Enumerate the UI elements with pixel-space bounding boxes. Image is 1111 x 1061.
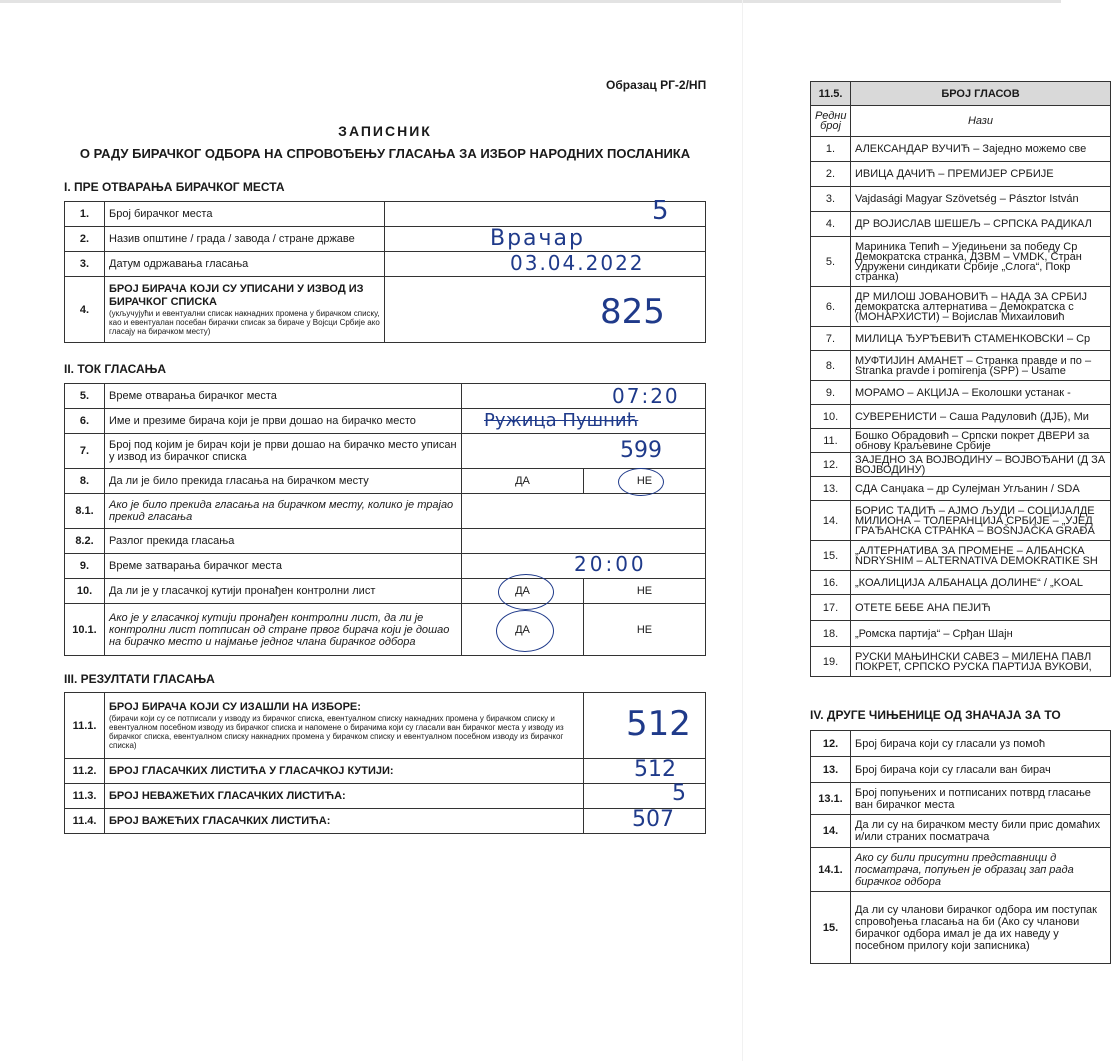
list-name: Мариника Тепић – Уједињени за победу Ср Демократска странка, ДЗВМ – VMDK, Стран Удружени синдикати Србије „Слога“, Покр странка) [851,237,1111,287]
section-4-heading: IV. ДРУГЕ ЧИЊЕНИЦЕ ОД ЗНАЧАЈА ЗА ТО [810,708,1061,722]
row-label: Време отварања бирачког места [105,384,462,409]
row-label: Ако је у гласачкој кутији пронађен контролни лист, да ли је контролни лист потписан од стране првог бирача који је дошао на бирачко место и најмање једног члана бирачког одбора [105,604,462,656]
list-number: 17. [811,595,851,621]
list-number: 4. [811,212,851,237]
list-number: 18. [811,621,851,647]
handwritten-registered-voters: 825 [600,292,665,332]
row-label: БРОЈ БИРАЧА КОЈИ СУ УПИСАНИ У ИЗВОД ИЗ БИРАЧКОГ СПИСКА [109,283,364,308]
table-row [811,477,1111,501]
table-row [811,731,1111,757]
table-row [811,327,1111,351]
circle-mark-yes [496,610,554,652]
list-name: МИЛИЦА ЂУРЂЕВИЋ СТАМЕНКОВСКИ – Ср [851,327,1111,351]
facts-table [810,730,1111,964]
table-row [811,287,1111,327]
row-number: 13. [811,757,851,783]
value-cell[interactable] [462,434,706,469]
row-number: 8. [65,469,105,494]
document-subtitle: О РАДУ БИРАЧКОГ ОДБОРА НА СПРОВОЂЕЊУ ГЛАСАЊА ЗА ИЗБОР НАРОДНИХ ПОСЛАНИКА [79,146,691,161]
table-row [65,759,706,784]
table-subheader-row [811,106,1111,137]
table-row [811,162,1111,187]
table-row [811,429,1111,453]
value-cell[interactable] [584,784,706,809]
row-number: 11.1. [65,693,105,759]
handwritten-municipality: Врачар [490,226,585,251]
value-cell[interactable] [462,529,706,554]
list-number: 8. [811,351,851,381]
row-label: БРОЈ БИРАЧА КОЈИ СУ ИЗАШЛИ НА ИЗБОРЕ: [109,701,361,713]
row-number: 1. [65,202,105,227]
results-by-list-table [810,81,1111,677]
row-label: Време затварања бирачког места [105,554,462,579]
table-row [811,453,1111,477]
list-number: 5. [811,237,851,287]
list-name: Vajdasági Magyar Szövetség – Pásztor István [851,187,1111,212]
table-row [65,579,706,604]
list-number: 16. [811,571,851,595]
table-row [811,783,1111,815]
row-label: БРОЈ ГЛАСАЧКИХ ЛИСТИЋА У ГЛАСАЧКОЈ КУТИЈИ: [105,759,584,784]
table-row [811,541,1111,571]
table-row [65,494,706,529]
row-label: Датум одржавања гласања [105,252,385,277]
row-number: 10. [65,579,105,604]
row-number: 8.1. [65,494,105,529]
row-number: 14. [811,815,851,848]
table-row [811,137,1111,162]
list-number: 19. [811,647,851,677]
row-number: 12. [811,731,851,757]
row-label: БРОЈ НЕВАЖЕЋИХ ГЛАСАЧКИХ ЛИСТИЋА: [105,784,584,809]
list-name: ДР ВОЈИСЛАВ ШЕШЕЉ – СРПСКА РАДИКАЛ [851,212,1111,237]
row-label: Ако су били присутни представници д посматрача, попуњен је образац зап рада бирачког одбора [851,848,1111,892]
row-label: Број бирача који су гласали уз помоћ [851,731,1111,757]
table-row [65,202,706,227]
table-row [65,693,706,759]
yes-option[interactable]: ДА [462,469,584,494]
table-row [811,501,1111,541]
row-number: 5. [65,384,105,409]
no-option[interactable]: НЕ [584,579,706,604]
list-number: 7. [811,327,851,351]
table-row [811,815,1111,848]
handwritten-date: 03.04.2022 [510,251,645,275]
row-number: 2. [65,227,105,252]
handwritten-closing-time: 20:00 [574,552,647,576]
list-name: „КОАЛИЦИЈА АЛБАНАЦА ДОЛИНЕ“ / „KOAL [851,571,1111,595]
handwritten-opening-time: 07:20 [612,384,680,408]
table-row [811,647,1111,677]
row-number: 14.1. [811,848,851,892]
list-number: 2. [811,162,851,187]
table-row [65,529,706,554]
table-row [811,757,1111,783]
list-number: 13. [811,477,851,501]
list-number: 12. [811,453,851,477]
row-number: 8.2. [65,529,105,554]
list-name: ИВИЦА ДАЧИЋ – ПРЕМИЈЕР СРБИЈЕ [851,162,1111,187]
row-note: (укључујући и евентуални списак накнадних промена у бирачком списку, као и евентуалан посебан бирачки списак за бираче у Војсци Србије ако гласају на бирачком месту) [109,309,380,336]
table-row [65,604,706,656]
column-header-number: Редни број [811,106,851,137]
list-name: Бошко Обрадовић – Српски покрет ДВЕРИ за обнову Краљевине Србије [851,429,1111,453]
row-label: БРОЈ ВАЖЕЋИХ ГЛАСАЧКИХ ЛИСТИЋА: [105,809,584,834]
row-label: Назив општине / града / завода / стране државе [105,227,385,252]
table-row [811,571,1111,595]
circle-mark-yes [498,574,554,610]
list-number: 14. [811,501,851,541]
handwritten-ballots-in-box: 512 [634,757,676,782]
table-row [65,809,706,834]
row-label: Број бирачког места [105,202,385,227]
row-number: 9. [65,554,105,579]
handwritten-first-voter: Ружица Пушнић [484,410,639,431]
form-code: Образац РГ-2/НП [606,78,707,92]
list-number: 3. [811,187,851,212]
no-option[interactable]: НЕ [584,604,706,656]
value-cell[interactable] [462,494,706,529]
table-row [65,469,706,494]
row-number: 11.3. [65,784,105,809]
list-number: 10. [811,405,851,429]
section-3-table [64,692,706,834]
table-header-row [811,82,1111,106]
row-label: Да ли је у гласачкој кутији пронађен контролни лист [105,579,462,604]
list-name: АЛЕКСАНДАР ВУЧИЋ – Заједно можемо све [851,137,1111,162]
list-name: РУСКИ МАЊИНСКИ САВЕЗ – МИЛЕНА ПАВЛ ПОКРЕТ, СРПСКО РУСКА ПАРТИЈА ВУКОВИ, [851,647,1111,677]
list-number: 6. [811,287,851,327]
row-number: 7. [65,434,105,469]
table-row [811,892,1111,964]
table-row [65,384,706,409]
table-row [811,595,1111,621]
document-title: ЗАПИСНИК [338,123,432,139]
row-label: Број попуњених и потписаних потврд гласање ван бирачког места [851,783,1111,815]
list-number: 15. [811,541,851,571]
row-label: Број бирача који су гласали ван бирач [851,757,1111,783]
no-option[interactable]: НЕ [584,469,706,494]
table-row [811,381,1111,405]
row-label: Да ли су чланови бирачког одбора им поступак спровођења гласања на би (Ако су чланови бирачког одбора имал је да их наведу у посебном прилогу који записника) [851,892,1111,964]
row-number: 11.4. [65,809,105,834]
list-name: МОРАМО – АКЦИЈА – Еколошки устанак - [851,381,1111,405]
handwritten-invalid-ballots: 5 [672,781,686,806]
list-name: „АЛТЕРНАТИВА ЗА ПРОМЕНЕ – АЛБАНСКА NDRYSHIM – ALTERNATIVA DEMOKRATIKE SH [851,541,1111,571]
row-label: Број под којим је бирач који је први дошао на бирачко место уписан у извод из бирачког списка [105,434,462,469]
row-label: Ако је било прекида гласања на бирачком месту, колико је трајао прекид гласања [105,494,462,529]
section-3-heading: III. РЕЗУЛТАТИ ГЛАСАЊА [64,672,215,686]
handwritten-polling-station: 5 [652,196,669,226]
table-row [811,187,1111,212]
table-row [65,227,706,252]
list-name: ЗАЈЕДНО ЗА ВОЈВОДИНУ – ВОЈВОЂАНИ (Д ЗА ВОЈВОДИНУ) [851,453,1111,477]
table-row [811,848,1111,892]
row-note: (бирачи који су се потписали у изводу из бирачког списка, евентуалном списку накнадних промена у бирачком списку и евентуалном посебном изводу из бирачког списка и напомене о бирачима који су гласали ван бирачког места у изводу из бирачког списка, евентуалном списку накнадних промена у бирачком списку и евентуалном посебном изводу из бирачког списка) [109,714,564,750]
handwritten-first-voter-number: 599 [620,438,662,463]
row-label: Да ли је било прекида гласања на бирачком месту [105,469,462,494]
row-number: 10.1. [65,604,105,656]
list-name: БОРИС ТАДИЋ – АЈМО ЉУДИ – СОЦИЈАЛДЕ МИЛИОНА – ТОЛЕРАНЦИЈА СРБИЈЕ – „УЈЕД ГРАЂАНСКА СТРАНКА – BOŠNJAČKA GRAĐA [851,501,1111,541]
table-row [65,434,706,469]
row-number: 4. [65,277,105,343]
list-number: 9. [811,381,851,405]
list-number: 11. [811,429,851,453]
table-row [65,784,706,809]
handwritten-turnout: 512 [626,704,691,744]
table-row [811,621,1111,647]
row-number: 11.2. [65,759,105,784]
table-header-title: БРОЈ ГЛАСОВ [851,82,1111,106]
yes-option[interactable]: ДА [462,579,584,604]
list-name: „Ромска партија“ – Срђан Шајн [851,621,1111,647]
section-2-heading: II. ТОК ГЛАСАЊА [64,362,167,376]
table-row [811,212,1111,237]
row-label: Да ли су на бирачком месту били прис домаћих и/или страних посматрача [851,815,1111,848]
list-number: 1. [811,137,851,162]
row-number: 6. [65,409,105,434]
handwritten-valid-ballots: 507 [632,807,674,832]
row-number: 15. [811,892,851,964]
table-header-number: 11.5. [811,82,851,106]
list-name: ОТЕТЕ БЕБЕ АНА ПЕЈИЋ [851,595,1111,621]
row-number: 3. [65,252,105,277]
section-1-heading: I. ПРЕ ОТВАРАЊА БИРАЧКОГ МЕСТА [64,180,285,194]
list-name: СУВЕРЕНИСТИ – Саша Радуловић (ДЈБ), Ми [851,405,1111,429]
row-number: 13.1. [811,783,851,815]
list-name: МУФТИЈИН АМАНЕТ – Странка правде и по – Stranka pravde i pomirenja (SPP) – Usame [851,351,1111,381]
row-label: Разлог прекида гласања [105,529,462,554]
table-row [811,351,1111,381]
list-name: СДА Санџака – др Сулејман Угљанин / SDA [851,477,1111,501]
row-label: Име и презиме бирача који је први дошао на бирачко место [105,409,462,434]
list-name: ДР МИЛОШ ЈОВАНОВИЋ – НАДА ЗА СРБИЈ демократска алтернатива – Демократска с (МОНАРХИСТИ) – Војислав Михаиловић [851,287,1111,327]
table-row [811,237,1111,287]
scan-edge [0,0,1061,3]
column-header-name: Нази [851,106,1111,137]
yes-option[interactable]: ДА [462,604,584,656]
table-row [811,405,1111,429]
circle-mark-no [618,468,664,496]
